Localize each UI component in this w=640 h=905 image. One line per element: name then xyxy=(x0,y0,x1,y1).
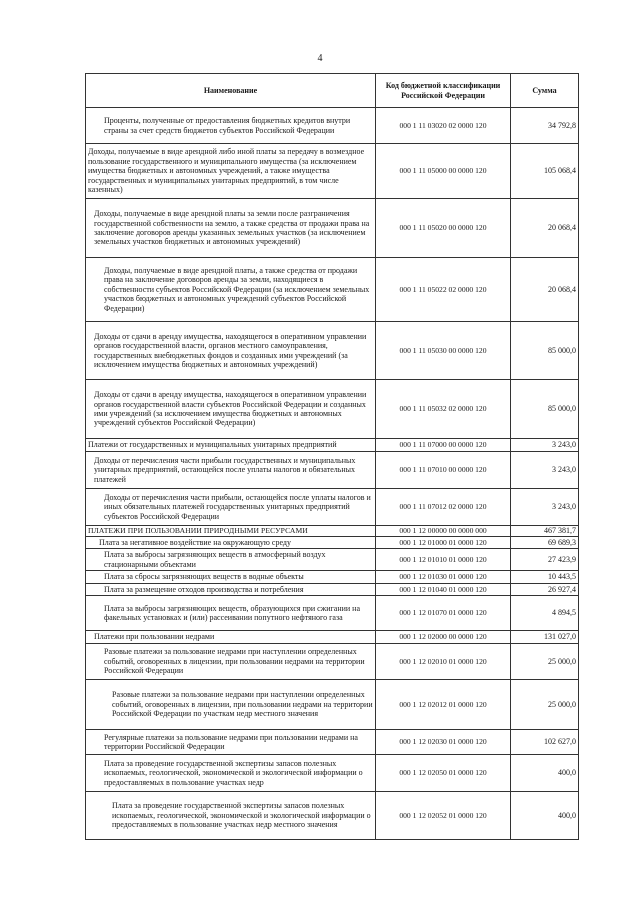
row-code-cell: 000 1 12 02000 00 0000 120 xyxy=(376,631,511,644)
row-sum-cell: 10 443,5 xyxy=(511,571,579,584)
table-body xyxy=(86,108,579,840)
table-row xyxy=(86,730,579,755)
row-name-cell: Плата за выбросы загрязняющих веществ в атмосферный воздух стационарными объектами xyxy=(86,549,376,571)
table-row xyxy=(86,596,579,631)
table-row xyxy=(86,584,579,596)
row-name-cell: Разовые платежи за пользование недрами при наступлении определенных событий, оговоренных в лицензии, при пользовании недрами на территории Российской Федерации по участкам недр местного значения xyxy=(86,680,376,730)
row-sum-cell: 3 243,0 xyxy=(511,452,579,489)
page-number: 4 xyxy=(317,53,323,64)
row-name-cell: ПЛАТЕЖИ ПРИ ПОЛЬЗОВАНИИ ПРИРОДНЫМИ РЕСУРСАМИ xyxy=(86,526,376,537)
row-sum-cell: 69 689,3 xyxy=(511,537,579,549)
table-row xyxy=(86,680,579,730)
row-sum-cell: 467 381,7 xyxy=(511,526,579,537)
row-sum-cell: 20 068,4 xyxy=(511,199,579,258)
row-sum-cell: 131 027,0 xyxy=(511,631,579,644)
row-code-cell: 000 1 12 02012 01 0000 120 xyxy=(376,680,511,730)
table-row xyxy=(86,644,579,680)
row-code-cell: 000 1 12 02050 01 0000 120 xyxy=(376,755,511,792)
table-row xyxy=(86,537,579,549)
row-sum-cell: 34 792,8 xyxy=(511,108,579,144)
row-code-cell: 000 1 11 05032 02 0000 120 xyxy=(376,380,511,439)
row-sum-cell: 3 243,0 xyxy=(511,439,579,452)
table-row xyxy=(86,144,579,199)
row-name-cell: Разовые платежи за пользование недрами при наступлении определенных событий, оговоренных в лицензии, при пользовании недрами на территории Российской Федерации xyxy=(86,644,376,680)
row-sum-cell: 85 000,0 xyxy=(511,322,579,380)
row-name-cell: Доходы от сдачи в аренду имущества, находящегося в оперативном управлении органов государственной власти, органов местного самоуправления, государственных внебюджетных фондов и созданных ими учреждений (за исключением имущества бюджетных и автономных учреждений) xyxy=(86,322,376,380)
row-code-cell: 000 1 12 01030 01 0000 120 xyxy=(376,571,511,584)
table-row xyxy=(86,526,579,537)
table-row xyxy=(86,199,579,258)
row-code-cell: 000 1 12 00000 00 0000 000 xyxy=(376,526,511,537)
row-sum-cell: 20 068,4 xyxy=(511,258,579,322)
row-name-cell: Плата за выбросы загрязняющих веществ, образующихся при сжигании на факельных установках и (или) рассеивании попутного нефтяного газа xyxy=(86,596,376,631)
row-name-cell: Доходы, получаемые в виде арендной платы за земли после разграничения государственной собственности на землю, а также средства от продажи права на заключение договоров аренды указанных земельных участков (за исключением земельных участков бюджетных и автономных учреждений) xyxy=(86,199,376,258)
row-code-cell: 000 1 11 07012 02 0000 120 xyxy=(376,489,511,526)
row-code-cell: 000 1 12 02030 01 0000 120 xyxy=(376,730,511,755)
table-row xyxy=(86,322,579,380)
row-name-cell: Плата за размещение отходов производства и потребления xyxy=(86,584,376,596)
table-row xyxy=(86,108,579,144)
row-name-cell: Доходы от перечисления части прибыли, остающейся после уплаты налогов и иных обязательных платежей государственных унитарных предприятий субъектов Российской Федерации xyxy=(86,489,376,526)
header-code: Код бюджетной классификации Российской Федерации xyxy=(376,74,511,108)
table-row xyxy=(86,258,579,322)
row-code-cell: 000 1 12 02052 01 0000 120 xyxy=(376,792,511,840)
row-code-cell: 000 1 11 07010 00 0000 120 xyxy=(376,452,511,489)
table-row xyxy=(86,792,579,840)
row-code-cell: 000 1 11 03020 02 0000 120 xyxy=(376,108,511,144)
row-name-cell: Проценты, полученные от предоставления бюджетных кредитов внутри страны за счет средств бюджетов субъектов Российской Федерации xyxy=(86,108,376,144)
row-sum-cell: 102 627,0 xyxy=(511,730,579,755)
row-code-cell: 000 1 11 05022 02 0000 120 xyxy=(376,258,511,322)
row-name-cell: Плата за проведение государственной экспертизы запасов полезных ископаемых, геологической, экономической и экологической информации о предоставляемых в пользование участках недр xyxy=(86,755,376,792)
header-sum: Сумма xyxy=(511,74,579,108)
table-row xyxy=(86,452,579,489)
row-sum-cell: 85 000,0 xyxy=(511,380,579,439)
row-code-cell: 000 1 12 01070 01 0000 120 xyxy=(376,596,511,631)
row-sum-cell: 26 927,4 xyxy=(511,584,579,596)
table-row xyxy=(86,489,579,526)
table-row xyxy=(86,439,579,452)
row-code-cell: 000 1 12 01000 01 0000 120 xyxy=(376,537,511,549)
row-code-cell: 000 1 12 01010 01 0000 120 xyxy=(376,549,511,571)
row-code-cell: 000 1 12 02010 01 0000 120 xyxy=(376,644,511,680)
row-sum-cell: 105 068,4 xyxy=(511,144,579,199)
table-row xyxy=(86,549,579,571)
row-name-cell: Доходы, получаемые в виде арендной либо иной платы за передачу в возмездное пользование государственного и муниципального имущества (за исключением имущества бюджетных и автономных учреждений, а также имущества государственных и муниципальных унитарных предприятий, в том числе казенных) xyxy=(86,144,376,199)
row-sum-cell: 3 243,0 xyxy=(511,489,579,526)
row-sum-cell: 400,0 xyxy=(511,755,579,792)
row-code-cell: 000 1 11 05020 00 0000 120 xyxy=(376,199,511,258)
table-row xyxy=(86,380,579,439)
row-name-cell: Плата за негативное воздействие на окружающую среду xyxy=(86,537,376,549)
row-sum-cell: 4 894,5 xyxy=(511,596,579,631)
table-row xyxy=(86,571,579,584)
header-name: Наименование xyxy=(86,74,376,108)
row-sum-cell: 25 000,0 xyxy=(511,680,579,730)
budget-revenue-table xyxy=(85,73,579,840)
row-name-cell: Доходы от перечисления части прибыли государственных и муниципальных унитарных предприятий, остающейся после уплаты налогов и обязательных платежей xyxy=(86,452,376,489)
table-row xyxy=(86,755,579,792)
row-name-cell: Регулярные платежи за пользование недрами при пользовании недрами на территории Российской Федерации xyxy=(86,730,376,755)
table-row xyxy=(86,631,579,644)
row-name-cell: Доходы от сдачи в аренду имущества, находящегося в оперативном управлении органов государственной власти субъектов Российской Федерации и созданных ими учреждений (за исключением имущества бюджетных и автономных учреждений субъектов Российской Федерации) xyxy=(86,380,376,439)
row-code-cell: 000 1 12 01040 01 0000 120 xyxy=(376,584,511,596)
row-sum-cell: 27 423,9 xyxy=(511,549,579,571)
row-code-cell: 000 1 11 07000 00 0000 120 xyxy=(376,439,511,452)
row-sum-cell: 25 000,0 xyxy=(511,644,579,680)
row-code-cell: 000 1 11 05030 00 0000 120 xyxy=(376,322,511,380)
row-name-cell: Плата за проведение государственной экспертизы запасов полезных ископаемых, геологической, экономической и экологической информации о предоставляемых в пользование участках недр местного значения xyxy=(86,792,376,840)
row-name-cell: Плата за сбросы загрязняющих веществ в водные объекты xyxy=(86,571,376,584)
row-name-cell: Платежи от государственных и муниципальных унитарных предприятий xyxy=(86,439,376,452)
row-sum-cell: 400,0 xyxy=(511,792,579,840)
row-code-cell: 000 1 11 05000 00 0000 120 xyxy=(376,144,511,199)
row-name-cell: Платежи при пользовании недрами xyxy=(86,631,376,644)
row-name-cell: Доходы, получаемые в виде арендной платы, а также средства от продажи права на заключение договоров аренды за земли, находящиеся в собственности субъектов Российской Федерации (за исключением земельных участков бюджетных и автономных учреждений субъектов Российской Федерации) xyxy=(86,258,376,322)
